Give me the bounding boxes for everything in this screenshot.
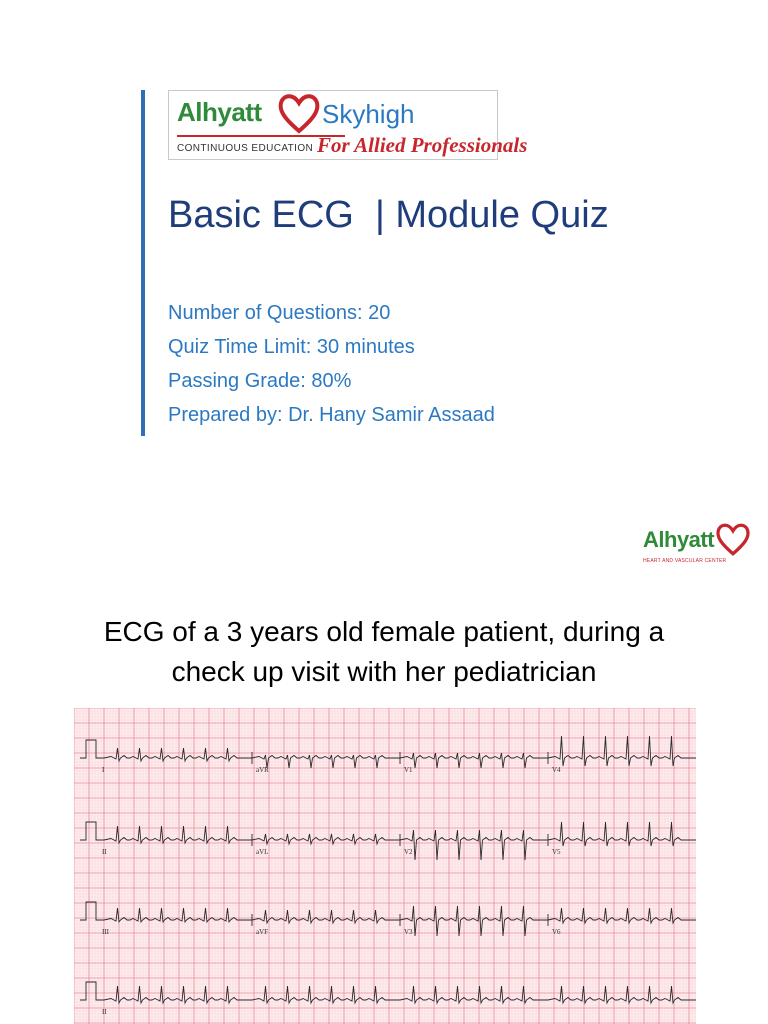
ecg-grid	[74, 708, 696, 1024]
ecg-paper	[74, 708, 696, 1024]
heart-icon	[277, 91, 321, 135]
alhyatt-logo	[643, 517, 755, 569]
logo-subtitle: CONTINUOUS EDUCATION	[177, 143, 314, 154]
logo-brand: Alhyatt	[177, 97, 262, 127]
ecg-lead-label: V2	[404, 848, 413, 856]
ecg-lead-label: I	[102, 766, 105, 774]
ecg-lead-label: aVR	[256, 766, 269, 774]
quiz-title: Basic ECG | Module Quiz	[168, 194, 609, 236]
accent-bar	[141, 90, 145, 436]
ecg-lead-label: aVF	[256, 928, 269, 936]
logo-tagline: For Allied Professionals	[317, 133, 528, 157]
info-time-limit: Quiz Time Limit: 30 minutes	[168, 336, 415, 358]
quiz-info	[168, 296, 495, 432]
skyhigh-logo	[168, 90, 528, 160]
logo-brand-small: Alhyatt	[643, 527, 715, 552]
ecg-lead-label: II	[102, 1008, 107, 1016]
ecg-lead-label: aVL	[256, 848, 269, 856]
info-prepared-by: Prepared by: Dr. Hany Samir Assaad	[168, 404, 495, 426]
question-title	[0, 612, 768, 692]
logo-subtitle-small: HEART AND VASCULAR CENTER	[643, 558, 727, 564]
ecg-lead-label: V6	[552, 928, 561, 936]
ecg-lead-label: II	[102, 848, 107, 856]
ecg-lead-label: V4	[552, 766, 561, 774]
logo-product: Skyhigh	[322, 99, 415, 129]
ecg-strip	[74, 708, 696, 1024]
ecg-lead-label: III	[102, 928, 109, 936]
question-title-line2: check up visit with her pediatrician	[171, 656, 597, 687]
info-questions: Number of Questions: 20	[168, 302, 391, 324]
ecg-lead-label: V5	[552, 848, 561, 856]
ecg-lead-label: V1	[404, 766, 413, 774]
heart-icon	[715, 521, 751, 557]
ecg-lead-label: V3	[404, 928, 413, 936]
info-passing-grade: Passing Grade: 80%	[168, 370, 352, 392]
question-title-line1: ECG of a 3 years old female patient, during a	[103, 616, 665, 647]
